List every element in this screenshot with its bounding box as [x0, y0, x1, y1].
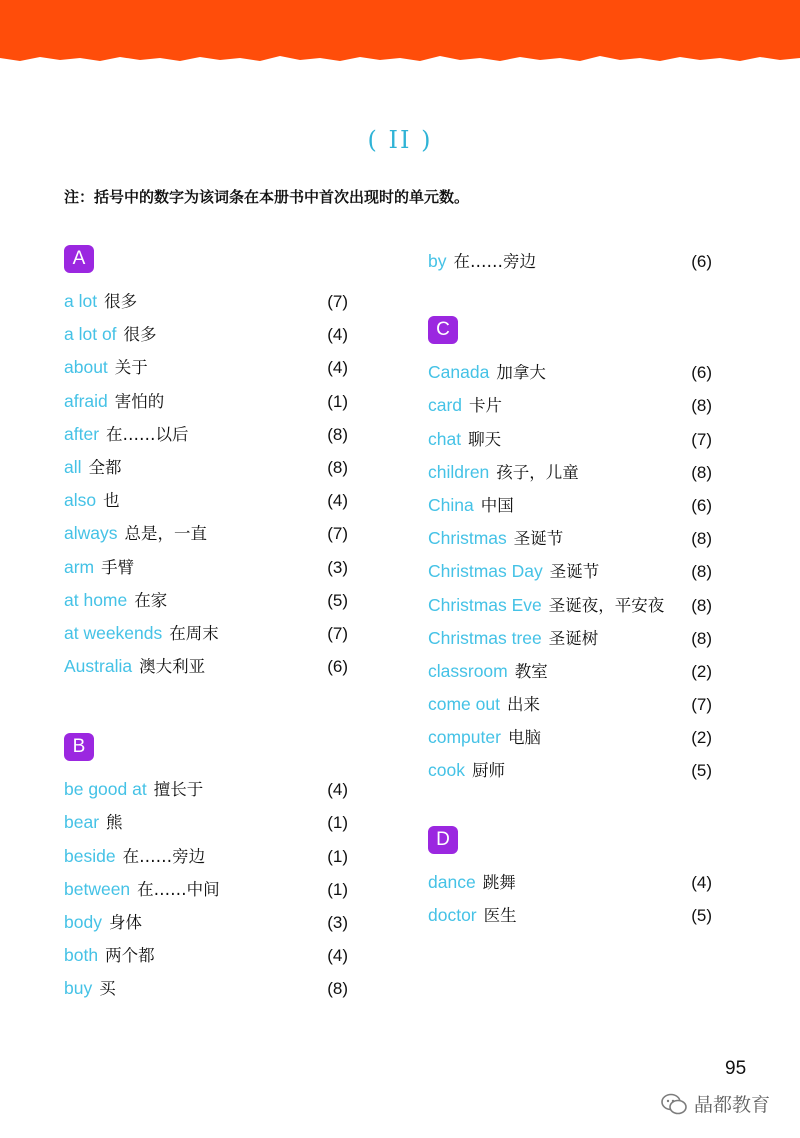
glossary-entry — [64, 285, 348, 318]
chinese-meaning: 很多 — [123, 325, 157, 345]
unit-number: (1) — [327, 391, 348, 411]
english-term: at home — [64, 589, 128, 610]
unit-number: (4) — [327, 780, 348, 800]
english-term: always — [64, 523, 118, 544]
chinese-meaning: 熊 — [106, 813, 123, 833]
english-term: beside — [64, 845, 116, 866]
unit-number: (4) — [691, 872, 712, 892]
glossary-entry — [64, 972, 348, 1005]
english-term: at weekends — [64, 622, 163, 643]
chinese-meaning: 总是，一直 — [124, 524, 207, 544]
english-term: Christmas — [428, 528, 507, 549]
section-b — [64, 733, 348, 1005]
glossary-entry — [428, 899, 712, 932]
english-term: a lot — [64, 291, 98, 311]
chinese-meaning: 在……中间 — [137, 879, 220, 899]
unit-number: (7) — [327, 623, 348, 643]
glossary-entry — [64, 873, 348, 906]
chinese-meaning: 跳舞 — [482, 872, 516, 892]
chat-bubbles-icon — [660, 1092, 688, 1116]
chinese-meaning: 手臂 — [101, 557, 135, 577]
glossary-entry — [64, 840, 348, 873]
chinese-meaning: 中国 — [480, 495, 514, 515]
english-term: between — [64, 878, 131, 899]
glossary-entry — [428, 589, 712, 622]
glossary-entry — [64, 806, 348, 839]
chinese-meaning: 在……旁边 — [453, 252, 536, 271]
chinese-meaning: 擅长于 — [153, 780, 204, 800]
glossary-entry — [64, 551, 348, 584]
english-term: a lot of — [64, 324, 117, 345]
glossary-entry — [428, 688, 712, 721]
unit-number: (1) — [327, 846, 348, 866]
unit-number: (7) — [691, 695, 712, 715]
unit-number: (7) — [691, 429, 712, 449]
english-term: classroom — [428, 660, 508, 681]
english-term: Christmas Day — [428, 561, 543, 582]
unit-number: (4) — [327, 358, 348, 378]
english-term: chat — [428, 428, 462, 449]
unit-number: (8) — [327, 979, 348, 999]
note-text: 注：括号中的数字为该词条在本册书中首次出现时的单元数。 — [64, 188, 470, 206]
glossary-entry — [428, 456, 712, 489]
chinese-meaning: 医生 — [483, 905, 517, 925]
chinese-meaning: 厨师 — [471, 761, 505, 781]
unit-number: (3) — [327, 913, 348, 932]
unit-number: (5) — [691, 761, 712, 781]
section-d — [428, 826, 712, 932]
left-column — [64, 245, 348, 1006]
unit-number: (1) — [327, 813, 348, 833]
unit-number: (5) — [691, 905, 712, 925]
section-letter-badge: B — [64, 733, 94, 761]
unit-number: (8) — [691, 396, 712, 416]
unit-number: (8) — [691, 628, 712, 648]
chinese-meaning: 也 — [103, 491, 120, 511]
english-term: doctor — [428, 904, 477, 925]
watermark — [660, 1090, 770, 1117]
chinese-meaning: 在……以后 — [106, 424, 189, 444]
section-spacer — [428, 788, 712, 826]
english-term: Australia — [64, 656, 133, 677]
chinese-meaning: 圣诞树 — [548, 628, 599, 648]
glossary-entry — [428, 555, 712, 588]
section-letter-badge: D — [428, 826, 458, 854]
glossary-entry — [64, 650, 348, 683]
unit-number: (4) — [327, 491, 348, 511]
top-color-band — [0, 0, 800, 70]
chinese-meaning: 身体 — [108, 913, 142, 932]
unit-number: (6) — [691, 495, 712, 515]
glossary-entry — [428, 245, 712, 278]
glossary-entry — [64, 351, 348, 384]
glossary-entry — [64, 584, 348, 617]
english-term: bear — [64, 812, 100, 833]
english-term: all — [64, 456, 82, 477]
glossary-entry — [64, 617, 348, 650]
chinese-meaning: 圣诞夜，平安夜 — [548, 595, 665, 615]
glossary-entry — [428, 489, 712, 522]
english-term: Christmas tree — [428, 627, 542, 648]
english-term: buy — [64, 978, 93, 999]
chinese-meaning: 关于 — [114, 358, 148, 378]
chinese-meaning: 电脑 — [507, 728, 541, 748]
chinese-meaning: 孩子，儿童 — [496, 462, 579, 482]
glossary-entry — [428, 423, 712, 456]
chinese-meaning: 澳大利亚 — [139, 657, 206, 677]
page-number: 95 — [725, 1058, 747, 1079]
unit-number: (4) — [327, 946, 348, 966]
english-term: both — [64, 945, 99, 966]
watermark-text: 晶都教育 — [694, 1094, 771, 1116]
glossary-entry — [428, 655, 712, 688]
section-letter-badge: C — [428, 316, 458, 344]
unit-number: (6) — [691, 252, 712, 271]
english-term: about — [64, 357, 108, 378]
chinese-meaning: 圣诞节 — [513, 529, 564, 549]
unit-number: (8) — [691, 562, 712, 582]
page-title: ( II ) — [367, 126, 433, 154]
glossary-entry — [428, 389, 712, 422]
chinese-meaning: 教室 — [514, 661, 548, 681]
english-term: computer — [428, 727, 501, 748]
chinese-meaning: 聊天 — [468, 429, 502, 449]
unit-number: (2) — [691, 661, 712, 681]
unit-number: (8) — [327, 424, 348, 444]
unit-number: (7) — [327, 292, 348, 311]
english-term: arm — [64, 556, 95, 577]
section-spacer — [64, 683, 348, 733]
glossary-entry — [64, 451, 348, 484]
chinese-meaning: 在家 — [134, 590, 168, 610]
english-term: be good at — [64, 779, 147, 800]
unit-number: (1) — [327, 879, 348, 899]
chinese-meaning: 圣诞节 — [549, 562, 600, 582]
glossary-entry — [64, 906, 348, 939]
unit-number: (8) — [691, 529, 712, 549]
english-term: card — [428, 395, 463, 416]
english-term: come out — [428, 694, 500, 715]
english-term: Christmas Eve — [428, 594, 542, 615]
unit-number: (8) — [691, 595, 712, 615]
english-term: after — [64, 423, 100, 444]
english-term: Canada — [428, 362, 490, 383]
chinese-meaning: 全都 — [88, 457, 122, 477]
chinese-meaning: 在周末 — [169, 623, 219, 643]
english-term: dance — [428, 871, 476, 892]
glossary-entry — [64, 484, 348, 517]
unit-number: (5) — [327, 590, 348, 610]
glossary-entry — [428, 866, 712, 899]
glossary-entry — [64, 385, 348, 418]
english-term: by — [428, 251, 447, 271]
right-column — [428, 245, 712, 932]
glossary-entry — [428, 622, 712, 655]
unit-number: (4) — [327, 325, 348, 345]
english-term: China — [428, 494, 474, 515]
chinese-meaning: 出来 — [506, 695, 540, 715]
glossary-entry — [64, 517, 348, 550]
glossary-entry — [428, 721, 712, 754]
chinese-meaning: 在……旁边 — [122, 846, 206, 866]
chinese-meaning: 加拿大 — [496, 363, 546, 383]
unit-number: (8) — [327, 457, 348, 477]
english-term: afraid — [64, 390, 108, 411]
english-term: children — [428, 461, 490, 482]
section-letter-badge: A — [64, 245, 94, 273]
glossary-entry — [64, 773, 348, 806]
glossary-entry — [64, 939, 348, 972]
section-a — [64, 245, 348, 683]
glossary-entry — [428, 356, 712, 389]
section-spacer — [428, 278, 712, 316]
chinese-meaning: 害怕的 — [114, 391, 165, 411]
glossary-entry — [64, 418, 348, 451]
torn-paper-band — [0, 0, 800, 70]
chinese-meaning: 买 — [99, 979, 116, 999]
unit-number: (3) — [327, 557, 348, 577]
unit-number: (7) — [327, 524, 348, 544]
glossary-entry — [64, 318, 348, 351]
chinese-meaning: 两个都 — [105, 946, 155, 966]
unit-number: (8) — [691, 462, 712, 482]
glossary-entry — [428, 754, 712, 787]
english-term: also — [64, 490, 97, 511]
chinese-meaning: 卡片 — [469, 396, 503, 416]
unit-number: (6) — [691, 363, 712, 383]
english-term: cook — [428, 760, 465, 781]
unit-number: (2) — [691, 728, 712, 748]
english-term: body — [64, 912, 102, 932]
unit-number: (6) — [327, 657, 348, 677]
chinese-meaning: 很多 — [104, 292, 138, 311]
glossary-entry — [428, 522, 712, 555]
section-c — [428, 316, 712, 787]
